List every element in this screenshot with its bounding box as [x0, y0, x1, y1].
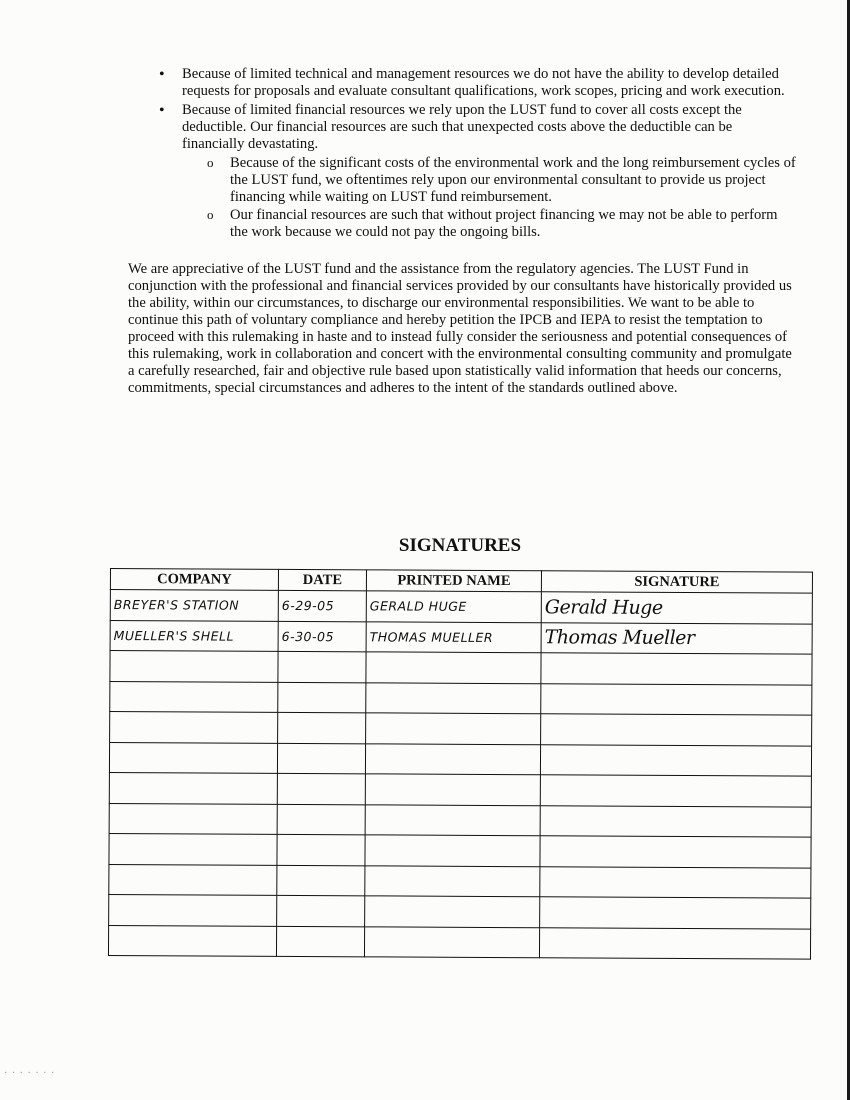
cell-signature: [541, 592, 812, 624]
bullet-financial: [182, 102, 798, 241]
cell-signature: [539, 927, 810, 959]
cell-printed-name: [366, 621, 541, 652]
sub-bullet-text: Our financial resources are such that without project financing we may not be able to perform the work because we could not pay the ongoing bills.: [230, 207, 778, 240]
bullet-technical: [182, 66, 798, 100]
header-signature: SIGNATURE: [541, 571, 812, 593]
table-row: [110, 651, 812, 685]
cell-signature: [541, 714, 812, 746]
cell-date: [277, 743, 365, 774]
cell-signature-value: [543, 882, 807, 883]
bullet-text: Because of limited technical and management resources we do not have the ability to develop detailed requests for proposals and evaluate consultant qualifications, work scopes, pricing and work execution.: [182, 66, 785, 99]
cell-signature: [541, 653, 812, 685]
sub-bullet-financing: [230, 155, 798, 206]
cell-date-value: 6-29-05: [281, 598, 335, 614]
table-row: [110, 590, 812, 624]
cell-printed-name: [366, 682, 541, 713]
table-row: [110, 681, 812, 715]
cell-company: [109, 742, 277, 773]
cell-company-value: [113, 757, 274, 758]
cell-signature-value: [544, 851, 808, 852]
cell-printed-name-value: GERALD HUGE: [369, 598, 467, 615]
cell-printed-name: [366, 652, 541, 683]
cell-company: [109, 864, 277, 895]
cell-date: [277, 865, 365, 896]
cell-printed-name: [365, 865, 540, 896]
cell-company: [109, 803, 277, 834]
cell-signature: [540, 775, 811, 807]
cell-printed-name-value: [368, 942, 536, 943]
cell-printed-name-value: [368, 881, 536, 882]
cell-signature-value: [544, 821, 808, 822]
cell-signature-value: [543, 912, 807, 913]
signature-table: [108, 568, 813, 960]
cell-printed-name: [365, 835, 540, 866]
table-row: [109, 864, 811, 898]
cell-signature: [541, 622, 812, 654]
cell-signature-value: [543, 943, 807, 944]
cell-signature-value: [544, 760, 808, 761]
table-row: [109, 803, 811, 837]
cell-company-value: BREYER'S STATION: [113, 597, 240, 613]
cell-printed-name: [365, 743, 540, 774]
cell-company-value: [113, 818, 274, 819]
cell-date: [277, 804, 365, 835]
cell-company: [109, 894, 277, 925]
cell-company: [109, 772, 277, 803]
cell-company-value: [113, 696, 274, 697]
cell-company: [110, 712, 278, 743]
cell-company-value: [113, 849, 274, 850]
cell-printed-name-value: [369, 728, 537, 729]
cell-signature: [540, 805, 811, 837]
cell-printed-name-value: [369, 698, 537, 699]
cell-printed-name-value: [369, 759, 537, 760]
cell-company-value: [113, 727, 274, 728]
table-row: [109, 772, 811, 806]
bullet-text: Because of limited financial resources we rely upon the LUST fund to cover all costs except the deductible. Our financial resources are such that unexpected costs above the deductible can be financially devastating.: [182, 102, 742, 152]
cell-printed-name: [365, 896, 540, 927]
cell-signature-value: Thomas Mueller: [544, 626, 695, 650]
letter-body: [128, 66, 798, 397]
cell-date: [277, 834, 365, 865]
cell-date: [278, 651, 366, 682]
header-company: COMPANY: [110, 569, 278, 591]
cell-printed-name-value: [369, 850, 537, 851]
cell-date: [277, 895, 365, 926]
signatures-title: SIGNATURES: [398, 535, 522, 556]
cell-printed-name: [366, 713, 541, 744]
cell-company: [108, 925, 276, 956]
cell-signature: [540, 897, 811, 929]
cell-signature: [540, 836, 811, 868]
cell-signature-value: [544, 668, 808, 669]
scan-artifact: · · · · · · ·: [4, 1068, 56, 1079]
cell-company-value: MUELLER'S SHELL: [113, 627, 235, 644]
sub-bullet-ongoing-bills: [230, 207, 798, 241]
cell-printed-name-value: [369, 820, 537, 821]
cell-signature-value: [544, 729, 808, 730]
cell-company-value: [112, 940, 273, 941]
cell-company-value: [113, 788, 274, 789]
table-row: [110, 620, 812, 654]
cell-company: [110, 681, 278, 712]
cell-signature: [541, 683, 812, 715]
cell-date: [277, 773, 365, 804]
cell-date: [278, 682, 366, 713]
cell-company: [110, 620, 278, 651]
cell-signature-value: [544, 699, 808, 700]
header-date: DATE: [278, 569, 366, 590]
petition-paragraph: We are appreciative of the LUST fund and the assistance from the regulatory agencies. The LUST Fund in conjunction with the professional and financial services provided by our consultants have historically provided us the ability, within our circumstances, to discharge our environmental responsibilities. We want to be able to continue this path of voluntary compliance and hereby petition the IPCB and IEPA to resist the temptation to proceed with this rulemaking in haste and to instead fully consider the seriousness and potential consequences of this rulemaking, work in collaboration and concert with the environmental consulting community and promulgate a carefully researched, fair and objective rule based upon statistically valid information that heeds our concerns, commitments, special circumstances and adheres to the intent of the standards outlined above.: [128, 261, 792, 396]
cell-signature: [540, 866, 811, 898]
cell-printed-name: [366, 591, 541, 622]
cell-company-value: [113, 666, 274, 667]
cell-printed-name-value: [369, 789, 537, 790]
cell-company: [110, 651, 278, 682]
table-row: [110, 712, 812, 746]
concern-list: [128, 66, 798, 241]
cell-date: [276, 926, 364, 957]
cell-date-value: 6-30-05: [281, 628, 334, 644]
cell-company-value: [112, 879, 273, 880]
cell-date: [278, 712, 366, 743]
cell-company: [109, 833, 277, 864]
table-row: [109, 894, 811, 928]
cell-date: [278, 621, 366, 652]
header-printed-name: PRINTED NAME: [366, 570, 541, 592]
table-row: [109, 833, 811, 867]
cell-date: [278, 590, 366, 621]
cell-signature-value: [544, 790, 808, 791]
table-row: [109, 742, 811, 776]
financial-sublist: [182, 155, 798, 241]
cell-company-value: [112, 910, 273, 911]
cell-company: [110, 590, 278, 621]
cell-signature-value: Gerald Huge: [544, 596, 663, 619]
cell-printed-name: [365, 804, 540, 835]
cell-printed-name: [365, 774, 540, 805]
signature-rows: [108, 590, 812, 960]
cell-printed-name: [364, 926, 539, 957]
cell-printed-name-value: THOMAS MUELLER: [369, 629, 494, 645]
cell-printed-name-value: [368, 911, 536, 912]
table-row: [108, 925, 810, 959]
cell-signature: [540, 744, 811, 776]
cell-printed-name-value: [369, 667, 537, 668]
sub-bullet-text: Because of the significant costs of the environmental work and the long reimbursement cycles of the LUST fund, we oftentimes rely upon our environmental consultant to provide us project financing while waiting on LUST fund reimbursement.: [230, 155, 796, 205]
